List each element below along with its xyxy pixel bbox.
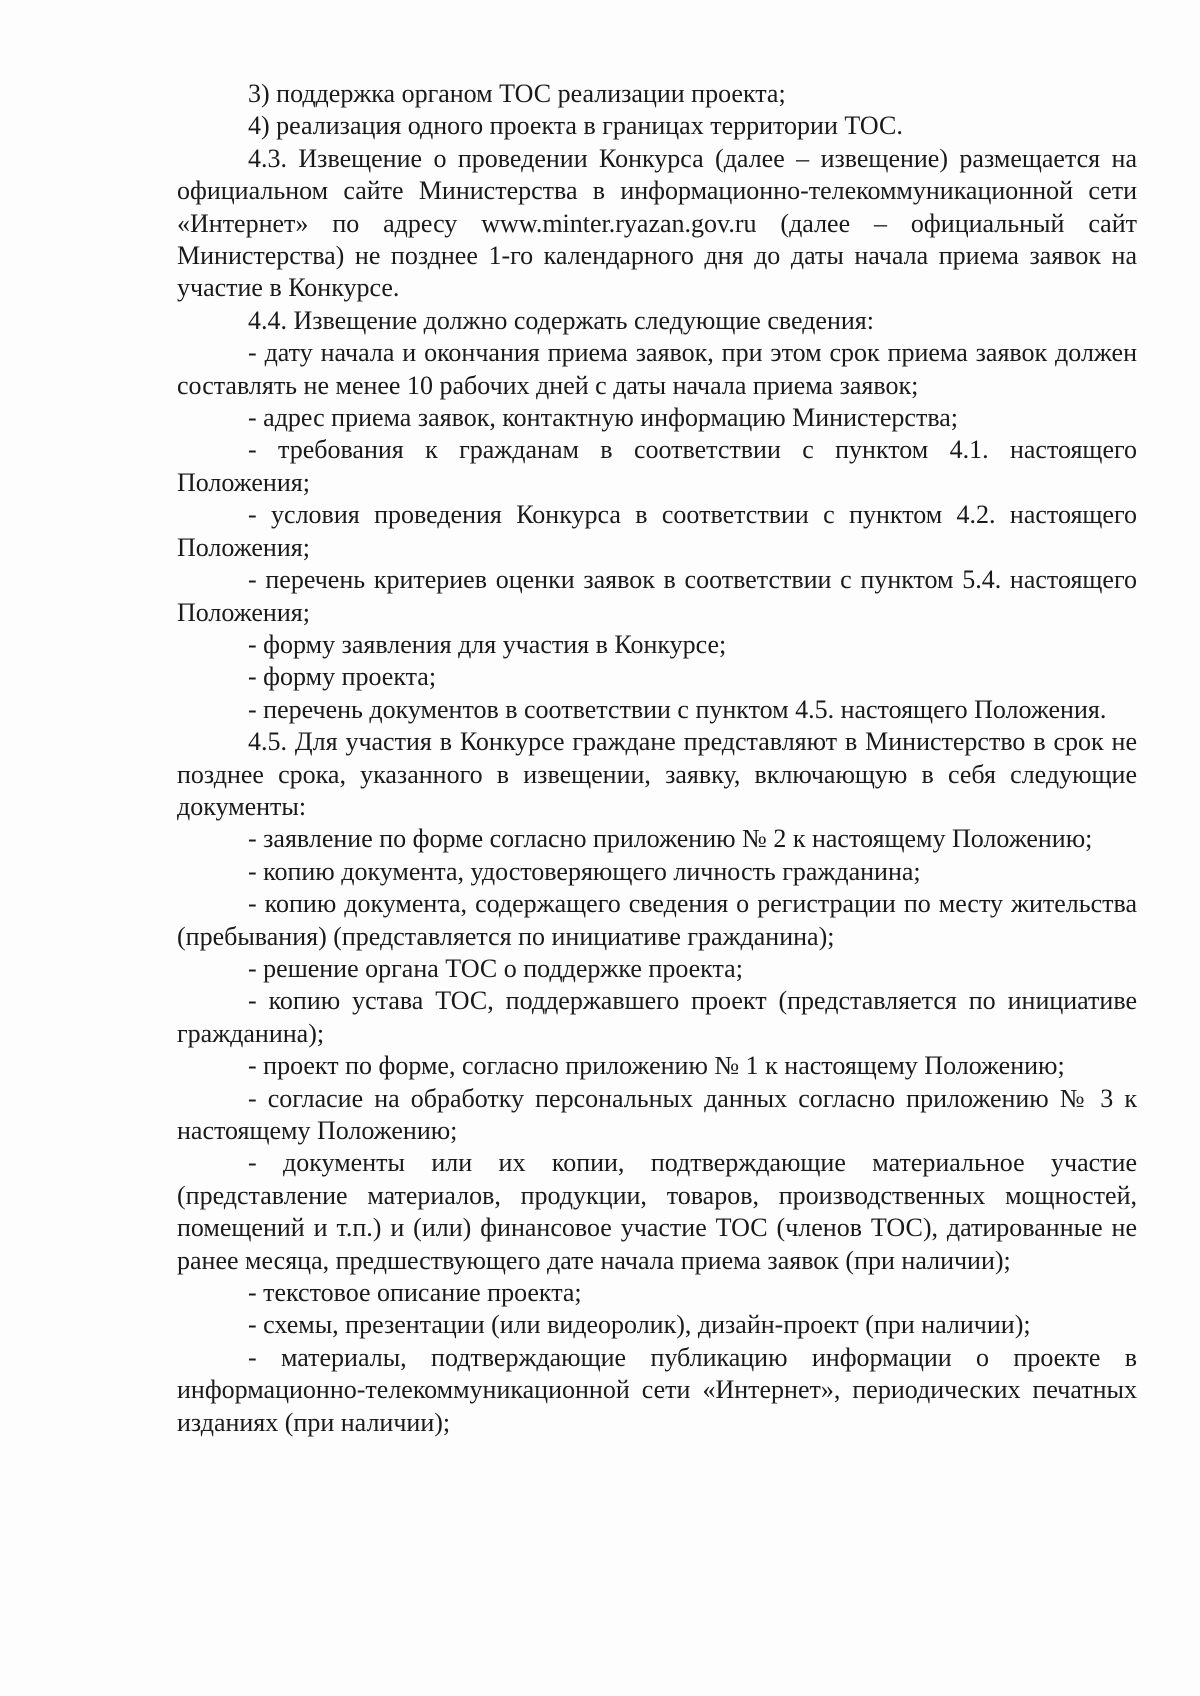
document-body: [177, 78, 1137, 1439]
list-item: - текстовое описание проекта;: [248, 1278, 582, 1308]
list-item: - перечень критериев оценки заявок в соответствии с пунктом 5.4. настоящего Положения;: [177, 565, 1137, 627]
list-item: - адрес приема заявок, контактную информацию Министерства;: [248, 403, 959, 433]
paragraph: 4.5. Для участия в Конкурсе граждане представляют в Министерство в срок не позднее срока, указанного в извещении, заявку, включающую в себя следующие документы:: [177, 727, 1137, 821]
paragraph: 3) поддержка органом ТОС реализации проекта;: [248, 79, 786, 108]
list-item: - согласие на обработку персональных данных согласно приложению № 3 к настоящему Положению;: [177, 1083, 1137, 1145]
list-item: - заявление по форме согласно приложению № 2 к настоящему Положению;: [248, 824, 1093, 854]
list-item: - копию устава ТОС, поддержавшего проект (представляется по инициативе гражданина);: [177, 986, 1137, 1048]
list-item: - условия проведения Конкурса в соответствии с пунктом 4.2. настоящего Положения;: [177, 500, 1137, 562]
list-item: - проект по форме, согласно приложению № 1 к настоящему Положению;: [248, 1051, 1065, 1081]
list-item: - решение органа ТОС о поддержке проекта;: [248, 953, 743, 983]
list-item: - схемы, презентации (или видеоролик), дизайн-проект (при наличии);: [248, 1310, 1031, 1340]
list-item: - копию документа, содержащего сведения о регистрации по месту жительства (пребывания) (представляется по инициативе гражданина);: [177, 889, 1137, 951]
list-item: - документы или их копии, подтверждающие материальное участие (представление материалов, продукции, товаров, производственных мощностей, помещений и т.п.) и (или) финансовое участие ТОС (членов ТОС), датированные не ранее месяца, предшествующего дате начала приема заявок (при наличии);: [177, 1148, 1137, 1275]
list-item: - перечень документов в соответствии с пунктом 4.5. настоящего Положения.: [248, 694, 1107, 724]
list-item: - материалы, подтверждающие публикацию информации о проекте в информационно-телекоммуникационной сети «Интернет», периодических печатных изданиях (при наличии);: [177, 1342, 1137, 1437]
paragraph: 4.3. Извещение о проведении Конкурса (далее – извещение) размещается на официальном сайте Министерства в информационно-телекоммуникационной сети «Интернет» по адресу www.minter.ryazan.gov.ru (далее – официальный сайт Министерства) не позднее 1-го календарного дня до даты начала приема заявок на участие в Конкурсе.: [177, 143, 1137, 303]
list-item: - форму проекта;: [248, 662, 437, 692]
list-item: - копию документа, удостоверяющего личность гражданина;: [248, 856, 921, 886]
paragraph: 4.4. Извещение должно содержать следующие сведения:: [248, 305, 874, 335]
list-item: - дату начала и окончания приема заявок, при этом срок приема заявок должен составлять не менее 10 рабочих дней с даты начала приема заявок;: [177, 338, 1137, 400]
list-item: - форму заявления для участия в Конкурсе;: [248, 629, 727, 659]
list-item: - требования к гражданам в соответствии с пунктом 4.1. настоящего Положения;: [177, 435, 1137, 497]
paragraph: 4) реализация одного проекта в границах территории ТОС.: [248, 111, 903, 141]
